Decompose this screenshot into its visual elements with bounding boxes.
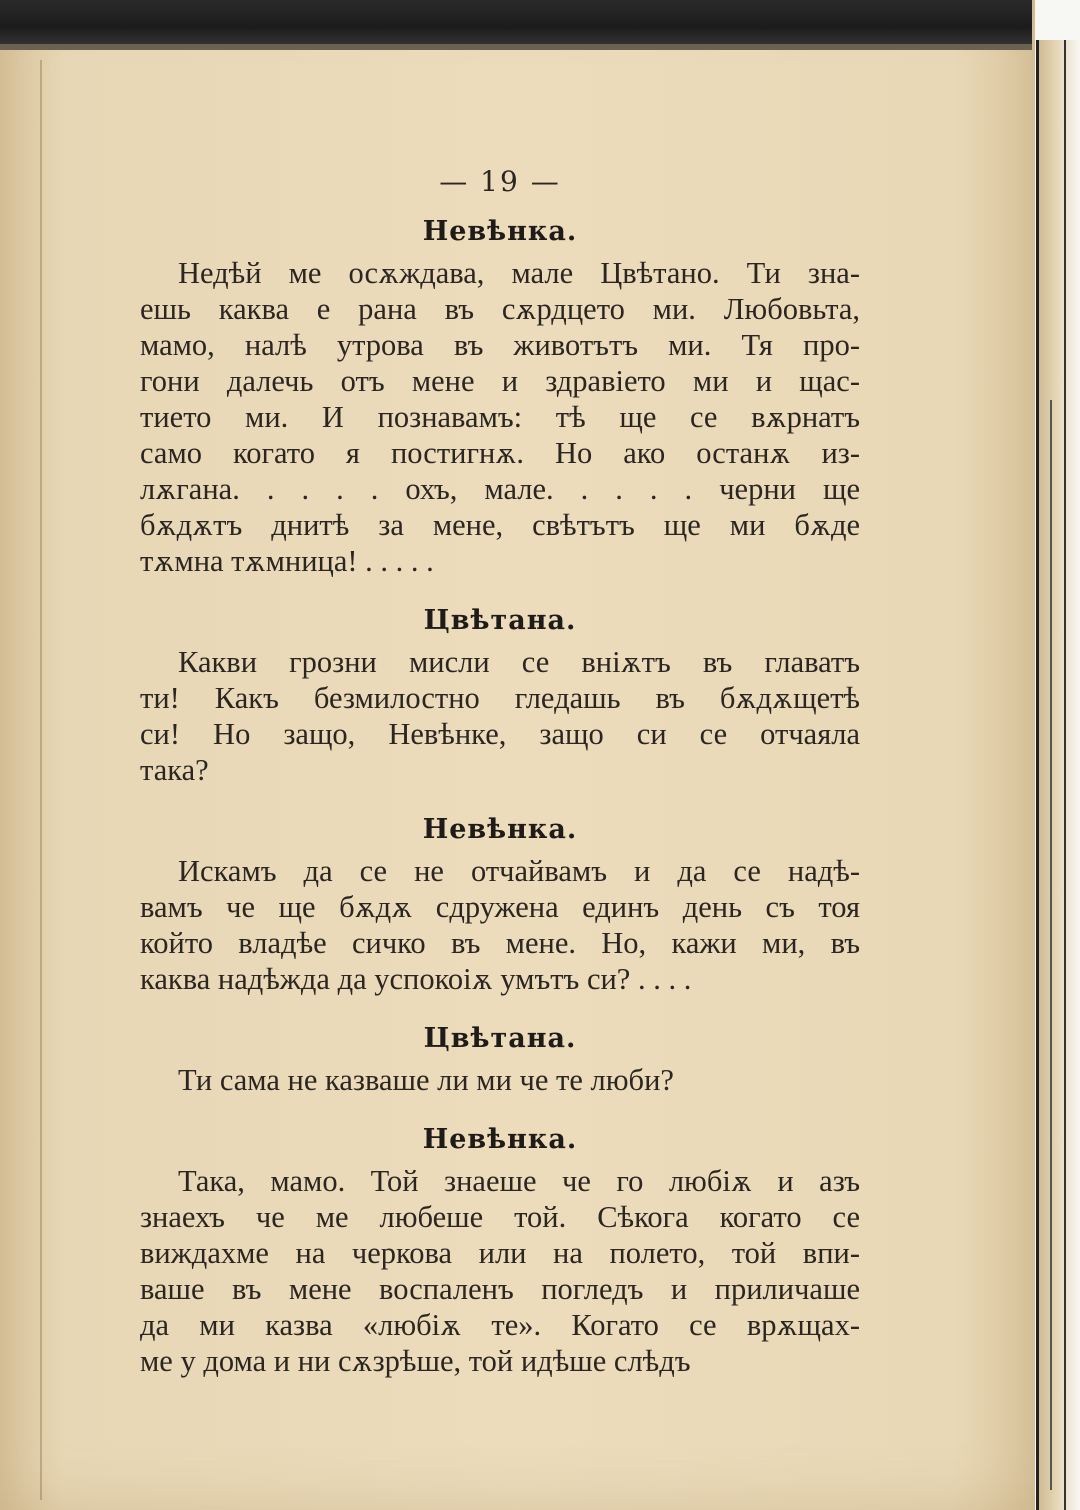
text-line: Така, мамо. Той знаеше че го любіѫ и азъ xyxy=(178,1164,860,1198)
text-line: така? xyxy=(140,753,209,787)
text-line: само когато я постигнѫ. Но ако останѫ из- xyxy=(140,436,860,470)
text-line: Ти сама не казваше ли ми че те люби? xyxy=(178,1063,674,1097)
text-line: мамо, налѣ утрова въ животътъ ми. Тя про- xyxy=(140,328,860,362)
text-line: знаехъ че ме любеше той. Сѣкога когато се xyxy=(140,1200,860,1234)
text-line: да ми казва «любіѫ те». Когато се врѫщах- xyxy=(140,1308,860,1342)
text-line: ти! Какъ безмилостно гледашь въ бѫдѫщетѣ xyxy=(140,681,860,715)
speech-paragraph xyxy=(140,853,860,997)
page-edge-shadow xyxy=(1036,40,1080,1510)
speaker-name: Невѣнка. xyxy=(422,814,578,845)
page-number: — 19 — xyxy=(439,165,561,198)
text-line: който владѣе сичко въ мене. Но, кажи ми, въ xyxy=(140,926,860,960)
speech-paragraph xyxy=(140,1062,860,1098)
text-line: си! Но защо, Невѣнке, защо си се отчаяла xyxy=(140,717,860,751)
speech-paragraph xyxy=(140,644,860,788)
text-line: тѫмна тѫмница! . . . . . xyxy=(140,544,434,578)
text-line: ме у дома и ни сѫзрѣше, той идѣше слѣдъ xyxy=(140,1344,691,1378)
text-line: Искамъ да се не отчайвамъ и да се надѣ- xyxy=(178,854,860,888)
text-line: ешь каква е рана въ сѫрдцето ми. Любовьта, xyxy=(140,292,860,326)
text-line: лѫгана. . . . . охъ, мале. . . . . черни ще xyxy=(140,472,860,506)
text-line: ваше въ мене воспаленъ погледъ и приличаше xyxy=(140,1272,860,1306)
page-edge-line xyxy=(1036,40,1039,1510)
speaker-name: Невѣнка. xyxy=(422,1124,578,1155)
speech-paragraph xyxy=(140,255,860,579)
speaker-name: Невѣнка. xyxy=(422,216,578,247)
text-line: Недѣй ме осѫждава, мале Цвѣтано. Ти зна- xyxy=(178,256,860,290)
text-line: бѫдѫтъ днитѣ за мене, свѣтътъ ще ми бѫде xyxy=(140,508,860,542)
speech-paragraph xyxy=(140,1163,860,1379)
text-line: виждахме на черкова или на полето, той впи- xyxy=(140,1236,860,1270)
dialogue xyxy=(140,216,860,1379)
page-fold-line xyxy=(40,60,42,1500)
text-line: вамъ че ще бѫдѫ сдружена единъ день съ тоя xyxy=(140,890,860,924)
speaker-name: Цвѣтана. xyxy=(423,1023,577,1054)
speaker-name: Цвѣтана. xyxy=(423,605,577,636)
page-edge-line xyxy=(1050,400,1052,1490)
page-edge-line xyxy=(1064,40,1066,1510)
text-line: тието ми. И познавамъ: тѣ ще се вѫрнатъ xyxy=(140,400,860,434)
page-content xyxy=(140,150,860,1379)
text-line: гони далечь отъ мене и здравіето ми и щас- xyxy=(140,364,860,398)
scan-top-border xyxy=(0,0,1032,50)
text-line: каква надѣжда да успокоіѫ умътъ си? . . . . xyxy=(140,962,692,996)
text-line: Какви грозни мисли се вніѫтъ въ главатъ xyxy=(178,645,860,679)
